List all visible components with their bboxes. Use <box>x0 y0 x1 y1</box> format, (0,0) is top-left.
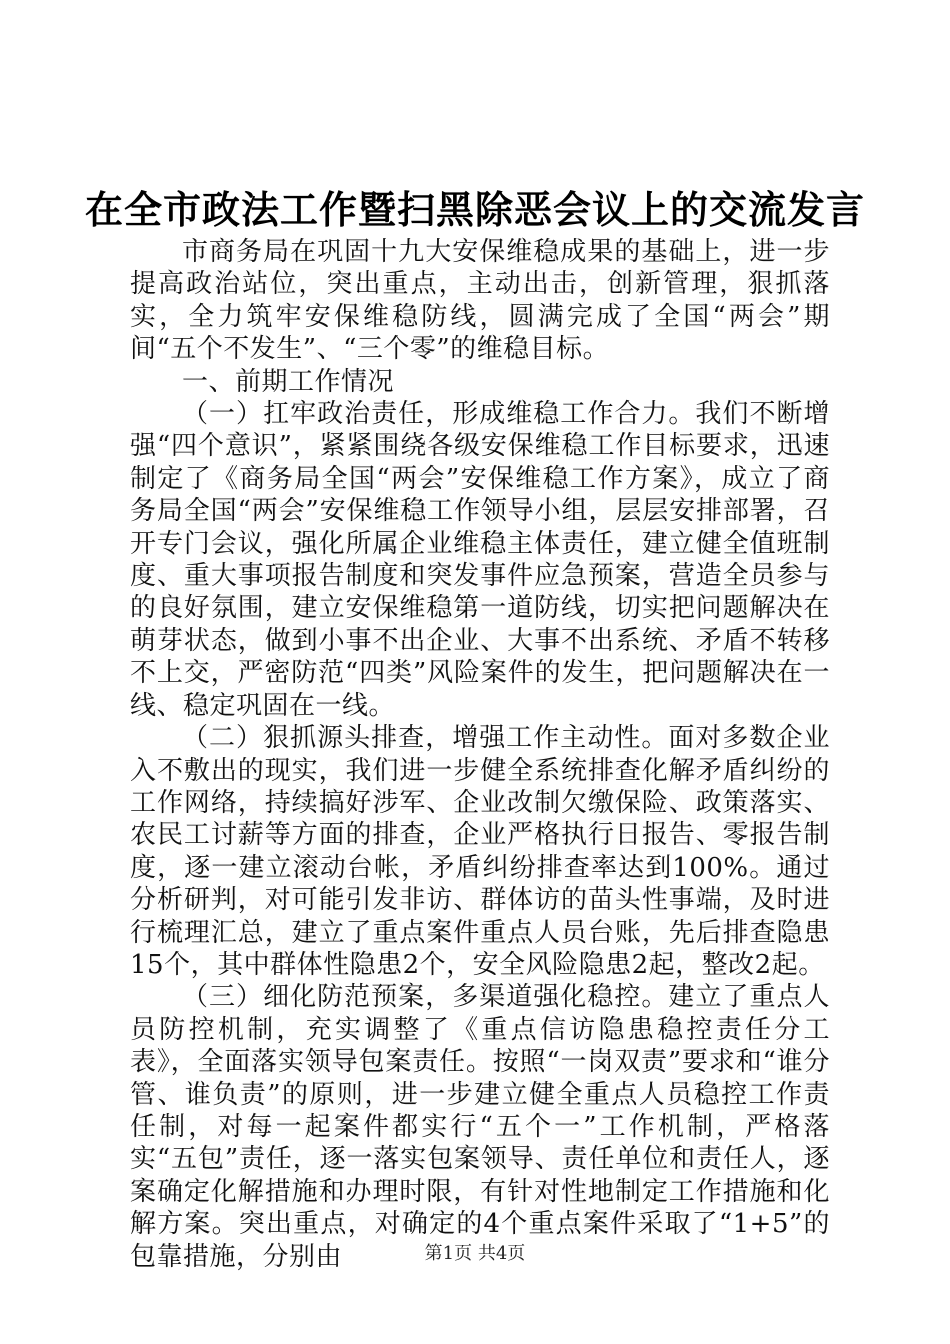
paragraph-item-2: （二）狠抓源头排查，增强工作主动性。面对多数企业入不敷出的现实，我们进一步健全系统排查化解矛盾纠纷的工作网络，持续搞好涉军、企业改制欠缴保险、政策落实、农民工讨薪等方面的排查，企业严格执行日报告、零报告制度，逐一建立滚动台帐，矛盾纠纷排查率达到100%。通过分析研判，对可能引发非访、群体访的苗头性事端，及时进行梳理汇总，建立了重点案件重点人员台账，先后排查隐患15个，其中群体性隐患2个，安全风险隐患2起，整改2起。 <box>130 723 830 980</box>
paragraph-item-1: （一）扛牢政治责任，形成维稳工作合力。我们不断增强“四个意识”，紧紧围绕各级安保维稳工作目标要求，迅速制定了《商务局全国“两会”安保维稳工作方案》，成立了商务局全国“两会”安保维稳工作领导小组，层层安排部署，召开专门会议，强化所属企业维稳主体责任，建立健全值班制度、重大事项报告制度和突发事件应急预案，营造全员参与的良好氛围，建立安保维稳第一道防线，切实把问题解决在萌芽状态，做到小事不出企业、大事不出系统、矛盾不转移不上交，严密防范“四类”风险案件的发生，把问题解决在一线、稳定巩固在一线。 <box>130 399 830 721</box>
document-body <box>130 236 830 1273</box>
page-number-footer: 第1页 共4页 <box>424 1243 526 1264</box>
paragraph-intro: 市商务局在巩固十九大安保维稳成果的基础上，进一步提高政治站位，突出重点，主动出击，创新管理，狠抓落实，全力筑牢安保维稳防线，圆满完成了全国“两会”期间“五个不发生”、“三个零”的维稳目标。 <box>130 237 830 365</box>
section-heading: 一、前期工作情况 <box>182 366 395 397</box>
paragraph-item-3: （三）细化防范预案，多渠道强化稳控。建立了重点人员防控机制，充实调整了《重点信访隐患稳控责任分工表》，全面落实领导包案责任。按照“一岗双责”要求和“谁分管、谁负责”的原则，进一步建立健全重点人员稳控工作责任制，对每一起案件都实行“五个一”工作机制，严格落实“五包”责任，逐一落实包案领导、责任单位和责任人，逐案确定化解措施和办理时限，有针对性地制定工作措施和化解方案。突出重点，对确定的4个重点案件采取了“1+5”的包靠措施，分别由 <box>130 982 830 1272</box>
document-title: 在全市政法工作暨扫黑除恶会议上的交流发言 <box>84 187 865 232</box>
